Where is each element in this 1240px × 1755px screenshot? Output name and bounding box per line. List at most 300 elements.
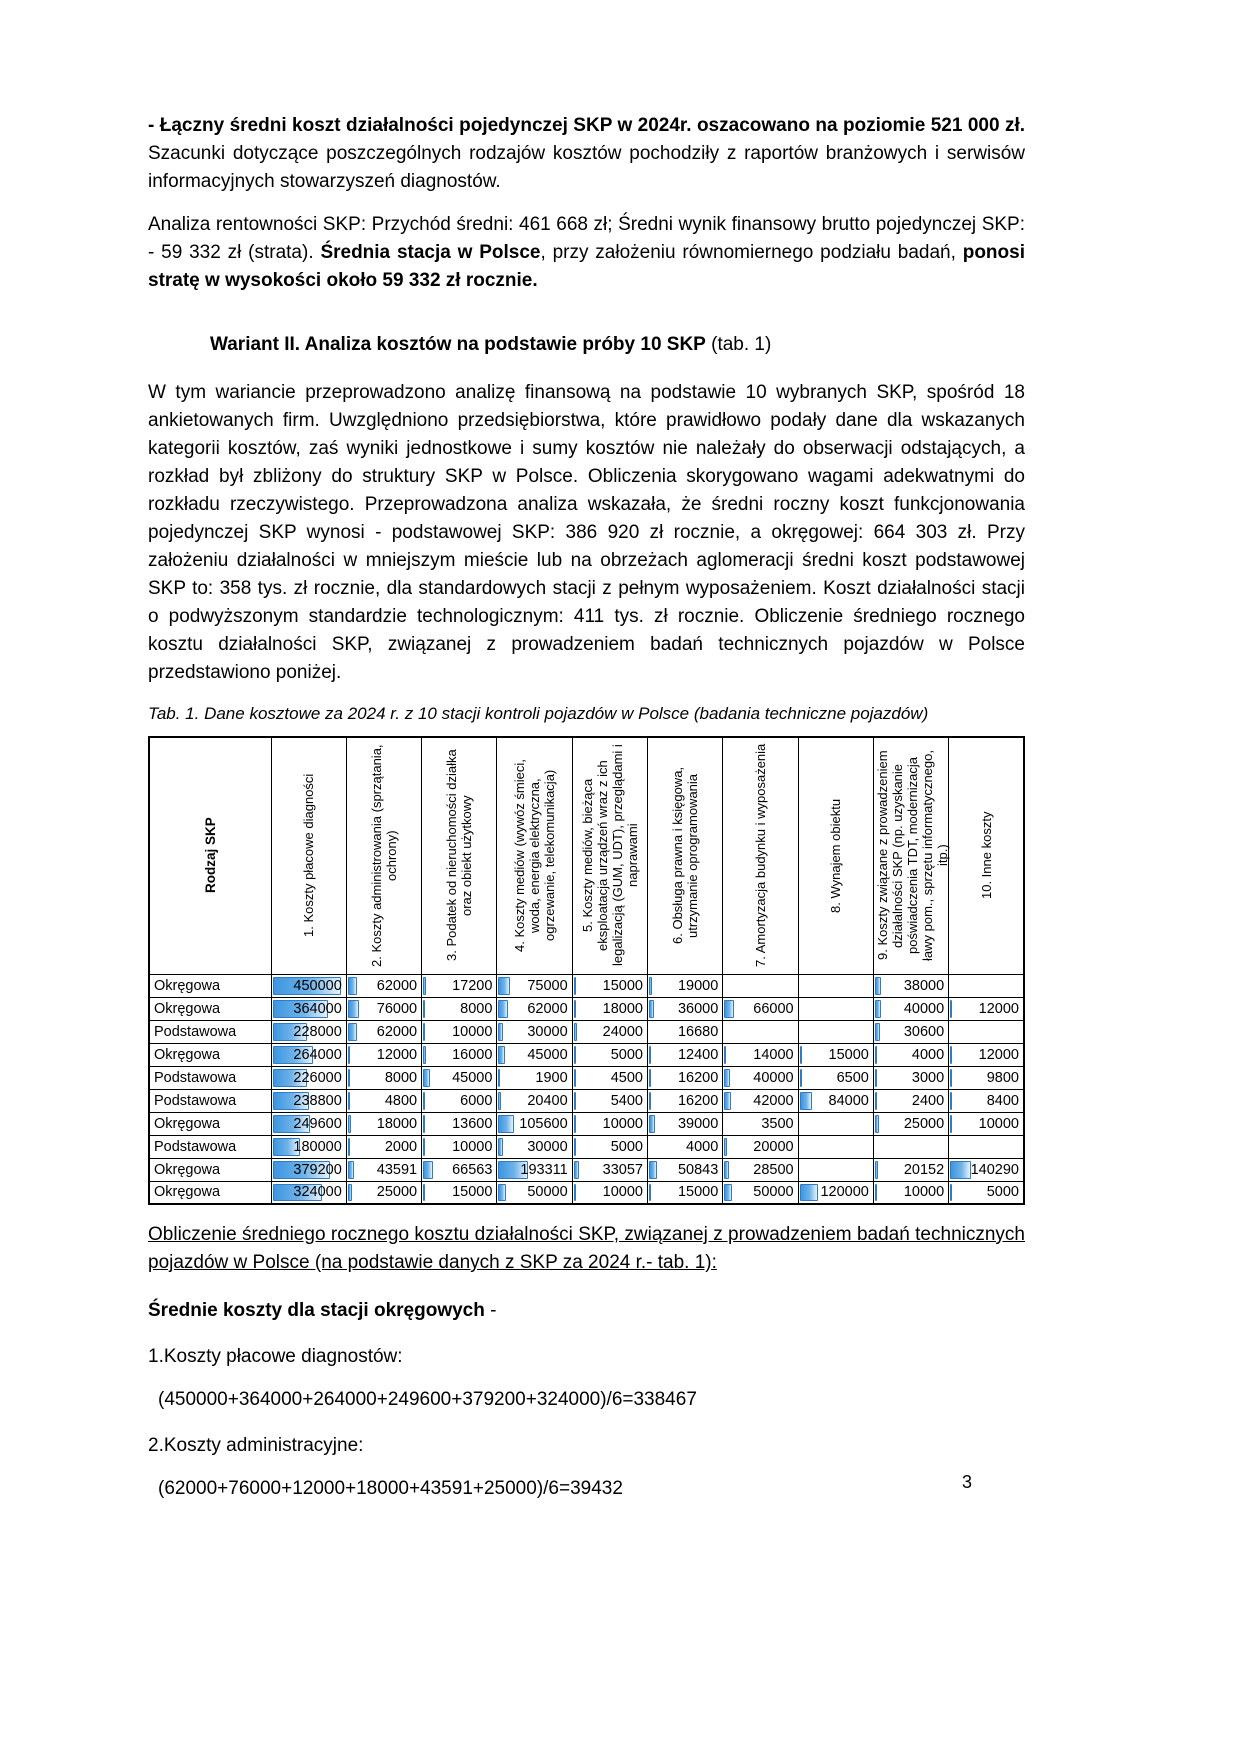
cost-value: 16200 [677, 1069, 719, 1086]
paragraph-total-cost-rest: Szacunki dotyczące poszczególnych rodzajów kosztów pochodziły z raportów branżowych i serwisów informacyjnych stowarzyszeń diagnostów. [148, 143, 1025, 192]
cost-value: 12400 [677, 1046, 719, 1063]
station-type-cell: Okręgowa [149, 1112, 271, 1135]
cost-value-cell [271, 1181, 346, 1204]
calculation-title-text: Obliczenie średniego rocznego kosztu działalności SKP, związanej z prowadzeniem badań technicznych pojazdów w Polsce (na podstawie danych z SKP za 2024 r.- tab. 1): [148, 1224, 1025, 1273]
cost-value-cell [949, 1135, 1024, 1158]
cost-value: 50000 [753, 1184, 794, 1201]
data-bar [348, 1000, 360, 1018]
cost-value-cell [271, 1020, 346, 1043]
cost-value-cell [572, 1158, 647, 1181]
data-bar [423, 1115, 425, 1133]
data-bar [498, 1092, 501, 1110]
cost-value: 66000 [753, 1000, 794, 1017]
cost-value-cell [346, 1066, 421, 1089]
calc-item-2-label: 2.Koszty administracyjne: [148, 1435, 364, 1456]
cost-value-cell [798, 1066, 873, 1089]
profitability-bold-2: ponosi stratę w wysokości około 59 332 zł rocznie. [148, 242, 1025, 291]
station-type-cell: Okręgowa [149, 1181, 271, 1204]
cost-value: 62000 [376, 977, 418, 994]
calc-item-2-formula: (62000+76000+12000+18000+43591+25000)/6=39432 [158, 1478, 623, 1499]
data-bar [423, 1069, 430, 1087]
data-bar [875, 1069, 877, 1087]
data-bar [348, 1046, 350, 1064]
cost-value-cell [647, 974, 722, 997]
cost-value-cell [723, 1181, 798, 1204]
data-bar [875, 1092, 877, 1110]
station-type-cell: Okręgowa [149, 997, 271, 1020]
cost-value-cell [422, 997, 497, 1020]
cost-value-cell [497, 1158, 572, 1181]
cost-value-cell [873, 1020, 948, 1043]
data-bar [875, 1184, 877, 1202]
data-bar [423, 977, 426, 995]
column-header-label: 10. Inne koszty [978, 812, 994, 900]
cost-value-cell [497, 1043, 572, 1066]
table-row [149, 1089, 1024, 1112]
column-header-label: 8. Wynajem obiektu [828, 798, 844, 913]
cost-value: 3500 [761, 1115, 794, 1132]
cost-value: 14000 [753, 1046, 794, 1063]
cost-value-cell [572, 1135, 647, 1158]
cost-value: 40000 [903, 1000, 945, 1017]
cost-value-cell [949, 974, 1024, 997]
cost-value: 249600 [293, 1115, 342, 1132]
cost-value-cell [497, 1112, 572, 1135]
cost-value-cell [723, 1066, 798, 1089]
cost-value: 120000 [820, 1184, 869, 1201]
data-bar [950, 1092, 952, 1110]
data-bar [348, 1184, 352, 1202]
cost-value: 4000 [911, 1046, 945, 1063]
cost-value: 15000 [828, 1046, 869, 1063]
cost-value-cell [873, 1181, 948, 1204]
cost-value-cell [647, 1135, 722, 1158]
data-bar [875, 977, 881, 995]
profitability-bold-1: Średnia stacja w Polsce [320, 242, 541, 263]
data-bar [950, 1000, 952, 1018]
cost-value: 5000 [610, 1138, 643, 1155]
cost-value: 12000 [978, 1046, 1019, 1063]
data-bar [574, 1184, 576, 1202]
data-bar [800, 1046, 802, 1064]
cost-value: 10000 [903, 1184, 945, 1201]
heading-average-costs [148, 1297, 1025, 1325]
cost-value: 50000 [527, 1184, 568, 1201]
cost-value: 2400 [911, 1092, 945, 1109]
cost-value-cell [572, 1089, 647, 1112]
cost-value-cell [422, 1020, 497, 1043]
cost-value: 38000 [903, 977, 945, 994]
cost-value: 10000 [602, 1115, 643, 1132]
cost-value-cell [873, 974, 948, 997]
cost-value-cell [572, 1181, 647, 1204]
data-bar [724, 1092, 730, 1110]
paragraph-total-cost-bold: - Łączny średni koszt działalności pojedynczej SKP w 2024r. oszacowano na poziomie 521 000 zł. [148, 115, 1025, 136]
data-bar [875, 1115, 879, 1133]
cost-value-cell [497, 997, 572, 1020]
data-bar [724, 1161, 728, 1179]
calc-item-1-formula: (450000+364000+264000+249600+379200+324000)/6=338467 [158, 1389, 697, 1410]
data-bar [950, 1115, 952, 1133]
cost-value: 20400 [527, 1092, 568, 1109]
cost-value-cell [873, 1066, 948, 1089]
data-bar [875, 1000, 881, 1018]
cost-value-cell [798, 1135, 873, 1158]
cost-value: 12000 [978, 1000, 1019, 1017]
cost-value-cell [572, 1066, 647, 1089]
cost-value: 12000 [376, 1046, 418, 1063]
cost-value-cell [572, 1043, 647, 1066]
data-bar [498, 1023, 503, 1041]
cost-value-cell [647, 1181, 722, 1204]
cost-value: 43591 [376, 1161, 418, 1178]
data-bar [649, 1161, 657, 1179]
column-header-label: 5. Koszty mediów, bieżąca eksploatacja urządzeń wraz z ich legalizacją (GUM, UDT), przeglądami i naprawami [579, 744, 640, 967]
cost-value: 6000 [460, 1092, 493, 1109]
cost-value: 8000 [460, 1000, 493, 1017]
heading-average-costs-bold: Średnie koszty dla stacji okręgowych [148, 1300, 485, 1321]
cost-value: 36000 [677, 1000, 719, 1017]
data-bar [574, 1046, 576, 1064]
cost-value-cell [647, 1020, 722, 1043]
column-header-rodzaj-skp [149, 737, 271, 974]
data-bar [649, 1184, 651, 1202]
data-bar [950, 1184, 952, 1202]
data-bar [950, 1161, 971, 1179]
cost-value: 226000 [293, 1069, 342, 1086]
cost-value: 140290 [970, 1161, 1019, 1178]
cost-value-cell [949, 997, 1024, 1020]
cost-value: 76000 [376, 1000, 418, 1017]
data-bar [724, 1046, 726, 1064]
data-bar [724, 1138, 727, 1156]
data-bar [423, 1161, 433, 1179]
cost-value: 105600 [519, 1115, 568, 1132]
data-bar [875, 1161, 878, 1179]
cost-value: 264000 [293, 1046, 342, 1063]
data-bar [574, 1138, 576, 1156]
column-header [422, 737, 497, 974]
cost-value-cell [422, 974, 497, 997]
cost-value-cell [271, 1112, 346, 1135]
data-bar [649, 1000, 654, 1018]
cost-value-cell [346, 1089, 421, 1112]
cost-value: 16000 [452, 1046, 493, 1063]
cost-value: 25000 [376, 1184, 418, 1201]
paragraph-calculation-title [148, 1221, 1025, 1277]
column-header [949, 737, 1024, 974]
cost-value-cell [723, 1112, 798, 1135]
cost-value: 15000 [452, 1184, 493, 1201]
data-bar [800, 1069, 802, 1087]
column-header [271, 737, 346, 974]
table-header-row [149, 737, 1024, 974]
station-type-cell: Okręgowa [149, 1043, 271, 1066]
data-bar [649, 1046, 651, 1064]
cost-value-cell [572, 997, 647, 1020]
cost-value-cell [647, 1066, 722, 1089]
cost-value-cell [422, 1158, 497, 1181]
cost-value-cell [346, 974, 421, 997]
cost-value: 33057 [602, 1161, 643, 1178]
cost-value: 28500 [753, 1161, 794, 1178]
cost-value-cell [873, 997, 948, 1020]
cost-value: 9800 [986, 1069, 1019, 1086]
cost-value: 18000 [376, 1115, 418, 1132]
cost-value-cell [723, 1020, 798, 1043]
data-bar [649, 1069, 651, 1087]
cost-value: 16200 [677, 1092, 719, 1109]
cost-value-cell [346, 1158, 421, 1181]
cost-value: 8400 [986, 1092, 1019, 1109]
data-bar [724, 1069, 730, 1087]
data-bar [423, 1184, 425, 1202]
column-header-label: Rodzaj SKP [202, 817, 218, 894]
cost-value: 16680 [677, 1023, 719, 1040]
profitability-text-2: , przy założeniu równomiernego podziału badań, [540, 242, 963, 263]
cost-value: 66563 [452, 1161, 493, 1178]
cost-value: 4500 [610, 1069, 643, 1086]
cost-value: 62000 [527, 1000, 568, 1017]
cost-value-cell [798, 1112, 873, 1135]
cost-value-cell [798, 1181, 873, 1204]
cost-value-cell [271, 1043, 346, 1066]
data-bar [423, 1000, 425, 1018]
cost-value: 10000 [452, 1138, 493, 1155]
cost-value: 20152 [903, 1161, 945, 1178]
cost-value: 42000 [753, 1092, 794, 1109]
data-bar [875, 1046, 877, 1064]
data-bar [423, 1046, 425, 1064]
cost-value-cell [873, 1135, 948, 1158]
data-bar [574, 1069, 576, 1087]
cost-value: 228000 [293, 1023, 342, 1040]
station-type-cell: Okręgowa [149, 1158, 271, 1181]
cost-value-cell [497, 1066, 572, 1089]
station-type-cell: Okręgowa [149, 974, 271, 997]
cost-value: 75000 [527, 977, 568, 994]
profitability-text-1: Analiza rentowności SKP: Przychód średni: 461 668 zł; Średni wynik finansowy brutto pojedynczej SKP: - 59 332 zł (strata). [148, 214, 1025, 263]
station-type-cell: Podstawowa [149, 1135, 271, 1158]
cost-value: 8000 [384, 1069, 418, 1086]
table-row [149, 1135, 1024, 1158]
data-bar [574, 977, 576, 995]
cost-value-cell [572, 1112, 647, 1135]
cost-value-cell [949, 1089, 1024, 1112]
cost-value: 13600 [452, 1115, 493, 1132]
column-header [873, 737, 948, 974]
calc-item-1-label: 1.Koszty płacowe diagnostów: [148, 1346, 403, 1367]
table-caption: Tab. 1. Dane kosztowe za 2024 r. z 10 stacji kontroli pojazdów w Polsce (badania techniczne pojazdów) [148, 704, 929, 723]
cost-value-cell [346, 1043, 421, 1066]
cost-value: 39000 [677, 1115, 719, 1132]
cost-value-cell [798, 1043, 873, 1066]
cost-value-cell [949, 1020, 1024, 1043]
column-header-label: 4. Koszty mediów (wywóz śmieci, woda, energia elektryczna, ogrzewanie, telekomunikacja) [512, 759, 558, 953]
cost-value-cell [647, 1089, 722, 1112]
cost-value-cell [271, 1089, 346, 1112]
cost-value-cell [949, 1066, 1024, 1089]
cost-value: 20000 [753, 1138, 794, 1155]
cost-value-cell [497, 1135, 572, 1158]
data-bar [724, 1000, 734, 1018]
cost-value-cell [346, 1112, 421, 1135]
data-bar [574, 1161, 579, 1179]
cost-value-cell [873, 1158, 948, 1181]
data-bar [498, 1184, 506, 1202]
cost-value-cell [647, 997, 722, 1020]
column-header-label: 2. Koszty administrowania (sprzątania, ochrony) [368, 744, 399, 968]
cost-value-cell [422, 1112, 497, 1135]
data-bar [574, 1092, 576, 1110]
cost-value: 84000 [828, 1092, 869, 1109]
data-bar [800, 1092, 813, 1110]
cost-value: 10000 [978, 1115, 1019, 1132]
cost-value: 180000 [293, 1138, 342, 1155]
cost-value-cell [271, 1066, 346, 1089]
cost-value-cell [873, 1112, 948, 1135]
cost-value-cell [422, 1043, 497, 1066]
data-bar [348, 977, 357, 995]
cost-value-cell [497, 1089, 572, 1112]
data-bar [649, 1115, 655, 1133]
column-header [572, 737, 647, 974]
data-bar [498, 1138, 503, 1156]
data-bar [348, 1023, 357, 1041]
cost-value: 19000 [677, 977, 719, 994]
data-bar [498, 1000, 507, 1018]
cost-value: 364000 [293, 1000, 342, 1017]
cost-value: 15000 [677, 1184, 719, 1201]
cost-value: 4000 [686, 1138, 719, 1155]
data-bar [348, 1092, 350, 1110]
table-row [149, 1158, 1024, 1181]
data-bar [724, 1184, 732, 1202]
cost-value-cell [346, 997, 421, 1020]
cost-value-cell [271, 974, 346, 997]
cost-value-cell [572, 1020, 647, 1043]
column-header [497, 737, 572, 974]
column-header-label: 9. Koszty związane z prowadzeniem działalności SKP (np. uzyskanie poświadczenia TDT, modernizacja ławy pom., sprzętu informatycznego, itp.) [874, 750, 950, 962]
cost-value-cell [647, 1158, 722, 1181]
cost-value: 25000 [903, 1115, 945, 1132]
column-header-label: 7. Amortyzacja budynku i wyposażenia [752, 744, 768, 968]
column-header-label: 1. Koszty płacowe diagności [301, 774, 317, 938]
cost-value: 379200 [293, 1161, 342, 1178]
data-bar [574, 1115, 576, 1133]
cost-value-cell [346, 1020, 421, 1043]
cost-value: 30600 [903, 1023, 945, 1040]
cost-value-cell [647, 1112, 722, 1135]
cost-value: 30000 [527, 1138, 568, 1155]
cost-value-cell [422, 1089, 497, 1112]
cost-value: 50843 [677, 1161, 719, 1178]
cost-value-cell [497, 1020, 572, 1043]
cost-value: 45000 [527, 1046, 568, 1063]
data-bar [348, 1115, 351, 1133]
data-bar [348, 1138, 350, 1156]
data-bar [348, 1161, 355, 1179]
cost-table [148, 736, 1025, 1205]
data-bar [574, 1023, 578, 1041]
cost-value: 10000 [452, 1023, 493, 1040]
station-type-cell: Podstawowa [149, 1089, 271, 1112]
table-row [149, 997, 1024, 1020]
column-header [798, 737, 873, 974]
data-bar [423, 1092, 425, 1110]
table-row [149, 1181, 1024, 1204]
table-row [149, 974, 1024, 997]
cost-value-cell [949, 1158, 1024, 1181]
data-bar [649, 1092, 651, 1110]
section-heading-normal: (tab. 1) [705, 334, 772, 355]
cost-value: 2000 [384, 1138, 418, 1155]
cost-value-cell [497, 1181, 572, 1204]
paragraph-analysis: W tym wariancie przeprowadzono analizę finansową na podstawie 10 wybranych SKP, spośród 18 ankietowanych firm. Uwzględniono przedsiębiorstwa, które prawidłowo podały dane dla wskazanych kategorii kosztów, zaś wyniki jednostkowe i sumy kosztów nie należały do obserwacji odstających, a rozkład był zbliżony do struktury SKP w Polsce. Obliczenia skorygowano wagami adekwatnymi do rozkładu rzeczywistego. Przeprowadzona analiza wskazała, że średni roczny koszt funkcjonowania pojedynczej SKP wynosi - podstawowej SKP: 386 920 zł rocznie, a okręgowej: 664 303 zł. Przy założeniu działalności w mniejszym mieście lub na obrzeżach aglomeracji średni koszt podstawowej SKP to: 358 tys. zł rocznie, dla standardowych stacji z pełnym wyposażeniem. Koszt działalności stacji o podwyższonym standardzie technologicznym: 411 tys. zł rocznie. Obliczenie średniego rocznego kosztu działalności SKP, związanej z prowadzeniem badań technicznych pojazdów w Polsce przedstawiono poniżej. [148, 382, 1025, 683]
station-type-cell: Podstawowa [149, 1066, 271, 1089]
cost-value: 5000 [986, 1184, 1019, 1201]
data-bar [423, 1023, 425, 1041]
page-number: 3 [961, 1472, 972, 1492]
data-bar [498, 1069, 500, 1087]
table-row [149, 1112, 1024, 1135]
column-header-label: 3. Podatek od nieruchomości działka oraz obiekt użytkowy [444, 749, 475, 962]
cost-value: 45000 [452, 1069, 493, 1086]
data-bar [950, 1046, 952, 1064]
cost-value-cell [346, 1181, 421, 1204]
cost-value-cell [422, 1181, 497, 1204]
cost-value: 18000 [602, 1000, 643, 1017]
paragraph-total-cost [148, 112, 1025, 196]
data-bar [875, 1023, 880, 1041]
data-bar [574, 1000, 577, 1018]
cost-value: 5400 [610, 1092, 643, 1109]
table-row [149, 1043, 1024, 1066]
column-header [647, 737, 722, 974]
station-type-cell: Podstawowa [149, 1020, 271, 1043]
cost-value-cell [271, 997, 346, 1020]
cost-value-cell [798, 1158, 873, 1181]
cost-value: 30000 [527, 1023, 568, 1040]
cost-value: 15000 [602, 977, 643, 994]
cost-value: 1900 [535, 1069, 568, 1086]
cost-value-cell [572, 974, 647, 997]
cost-value: 238800 [293, 1092, 342, 1109]
section-heading-bold: Wariant II. Analiza kosztów na podstawie próby 10 SKP [210, 334, 706, 355]
cost-value-cell [723, 1089, 798, 1112]
data-bar [348, 1069, 350, 1087]
cost-value: 450000 [293, 977, 342, 994]
cost-value: 62000 [376, 1023, 418, 1040]
data-bar [950, 1069, 952, 1087]
data-bar [498, 977, 509, 995]
data-bar [498, 1046, 505, 1064]
column-header [346, 737, 421, 974]
cost-value: 17200 [452, 977, 493, 994]
cost-value-cell [271, 1135, 346, 1158]
cost-value-cell [949, 1043, 1024, 1066]
cost-value: 4800 [384, 1092, 418, 1109]
column-header-label: 6. Obsługa prawna i księgowa, utrzymanie oprogramowania [670, 767, 701, 945]
cost-value-cell [873, 1089, 948, 1112]
data-bar [423, 1138, 425, 1156]
section-heading [210, 331, 1025, 359]
paragraph-profitability [148, 211, 1025, 295]
data-bar [649, 977, 652, 995]
cost-value: 324000 [293, 1184, 342, 1201]
cost-value-cell [647, 1043, 722, 1066]
cost-value-cell [798, 997, 873, 1020]
